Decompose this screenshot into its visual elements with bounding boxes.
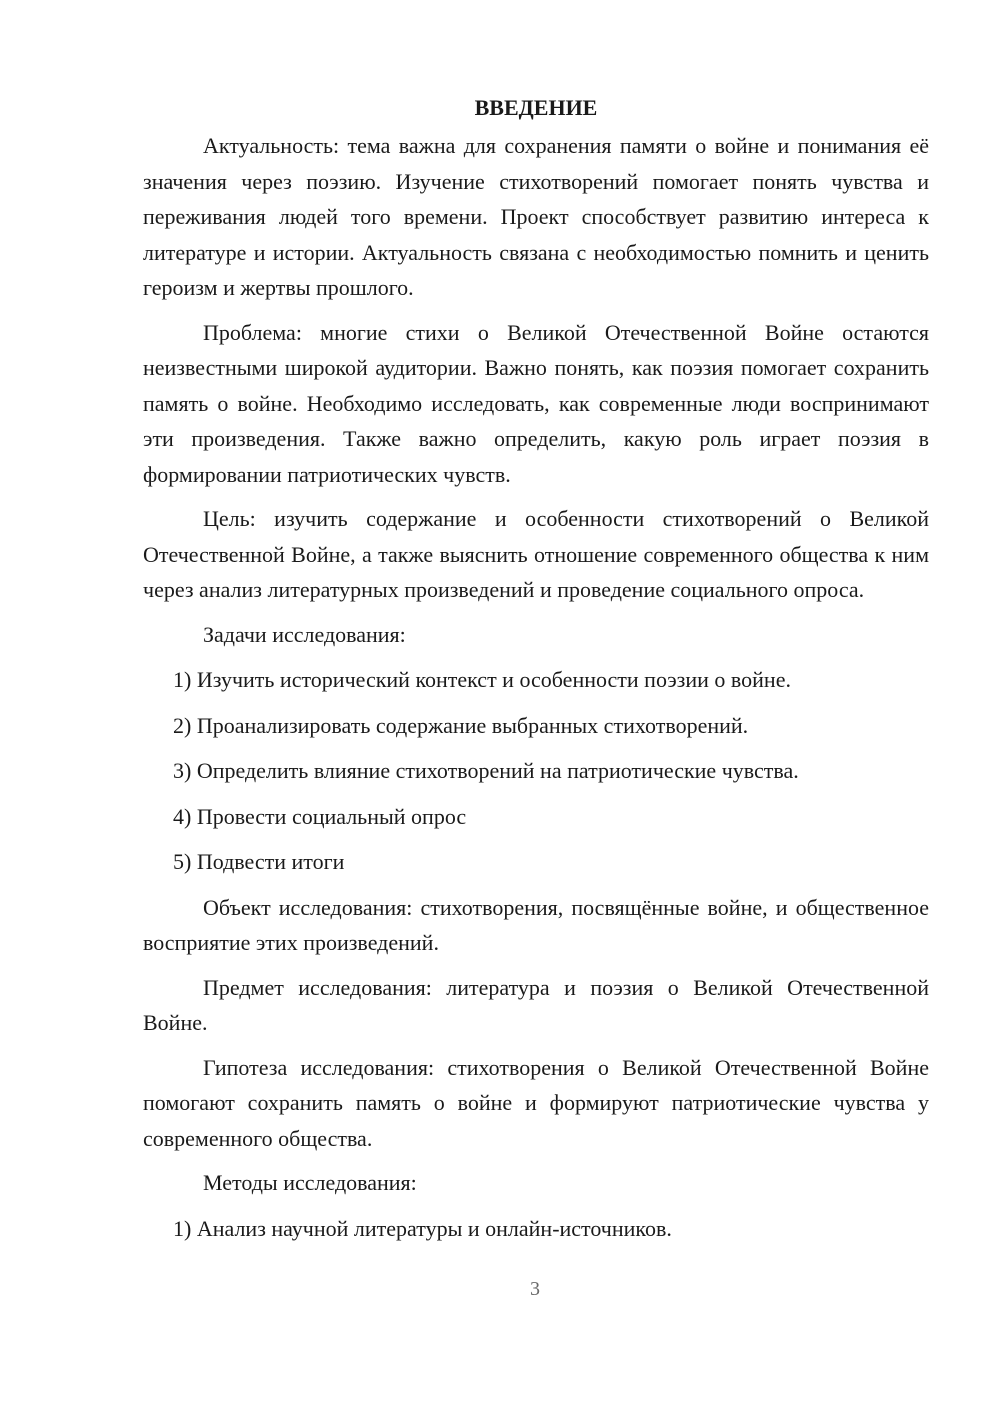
- methods-list: [143, 1211, 929, 1247]
- task-item: 4) Провести социальный опрос: [173, 803, 467, 829]
- tasks-list: [143, 662, 929, 880]
- paragraph-object: Объект исследования: стихотворения, посвящённые войне, и общественное восприятие этих произведений.: [143, 894, 929, 955]
- paragraph-goal: Цель: изучить содержание и особенности стихотворений о Великой Отечественной Войне, а также выяснить отношение современного общества к ним через анализ литературных произведений и проведение социального опроса.: [143, 506, 929, 602]
- task-item: 2) Проанализировать содержание выбранных стихотворений.: [173, 712, 749, 738]
- paragraph-hypothesis: Гипотеза исследования: стихотворения о Великой Отечественной Войне помогают сохранить память о войне и формируют патриотические чувства у современного общества.: [143, 1054, 929, 1151]
- page-number: 3: [530, 1278, 540, 1300]
- task-item: 3) Определить влияние стихотворений на патриотические чувства.: [173, 758, 799, 783]
- method-item: 1) Анализ научной литературы и онлайн-источников.: [173, 1215, 672, 1241]
- task-item: 1) Изучить исторический контекст и особенности поэзии о войне.: [173, 667, 791, 692]
- paragraph-problem: Проблема: многие стихи о Великой Отечественной Войне остаются неизвестными широкой аудитории. Важно понять, как поэзия помогает сохранить память о войне. Необходимо исследовать, как современные люди воспринимают эти произведения. Также важно определить, какую роль играет поэзия в формировании патриотических чувств.: [143, 319, 929, 487]
- section-title: ВВЕДЕНИЕ: [474, 95, 598, 120]
- document-page: [143, 92, 929, 1256]
- task-item: 5) Подвести итоги: [173, 849, 345, 874]
- tasks-heading: Задачи исследования:: [203, 621, 406, 647]
- methods-heading: Методы исследования:: [203, 1170, 417, 1195]
- paragraph-subject: Предмет исследования: литература и поэзия о Великой Отечественной Войне.: [143, 974, 929, 1035]
- paragraph-relevance: Актуальность: тема важна для сохранения памяти о войне и понимания её значения через поэзию. Изучение стихотворений помогает понять чувства и переживания людей того времени. Проект способствует развитию интереса к литературе и истории. Актуальность связана с необходимостью помнить и ценить героизм и жертвы прошлого.: [143, 133, 929, 300]
